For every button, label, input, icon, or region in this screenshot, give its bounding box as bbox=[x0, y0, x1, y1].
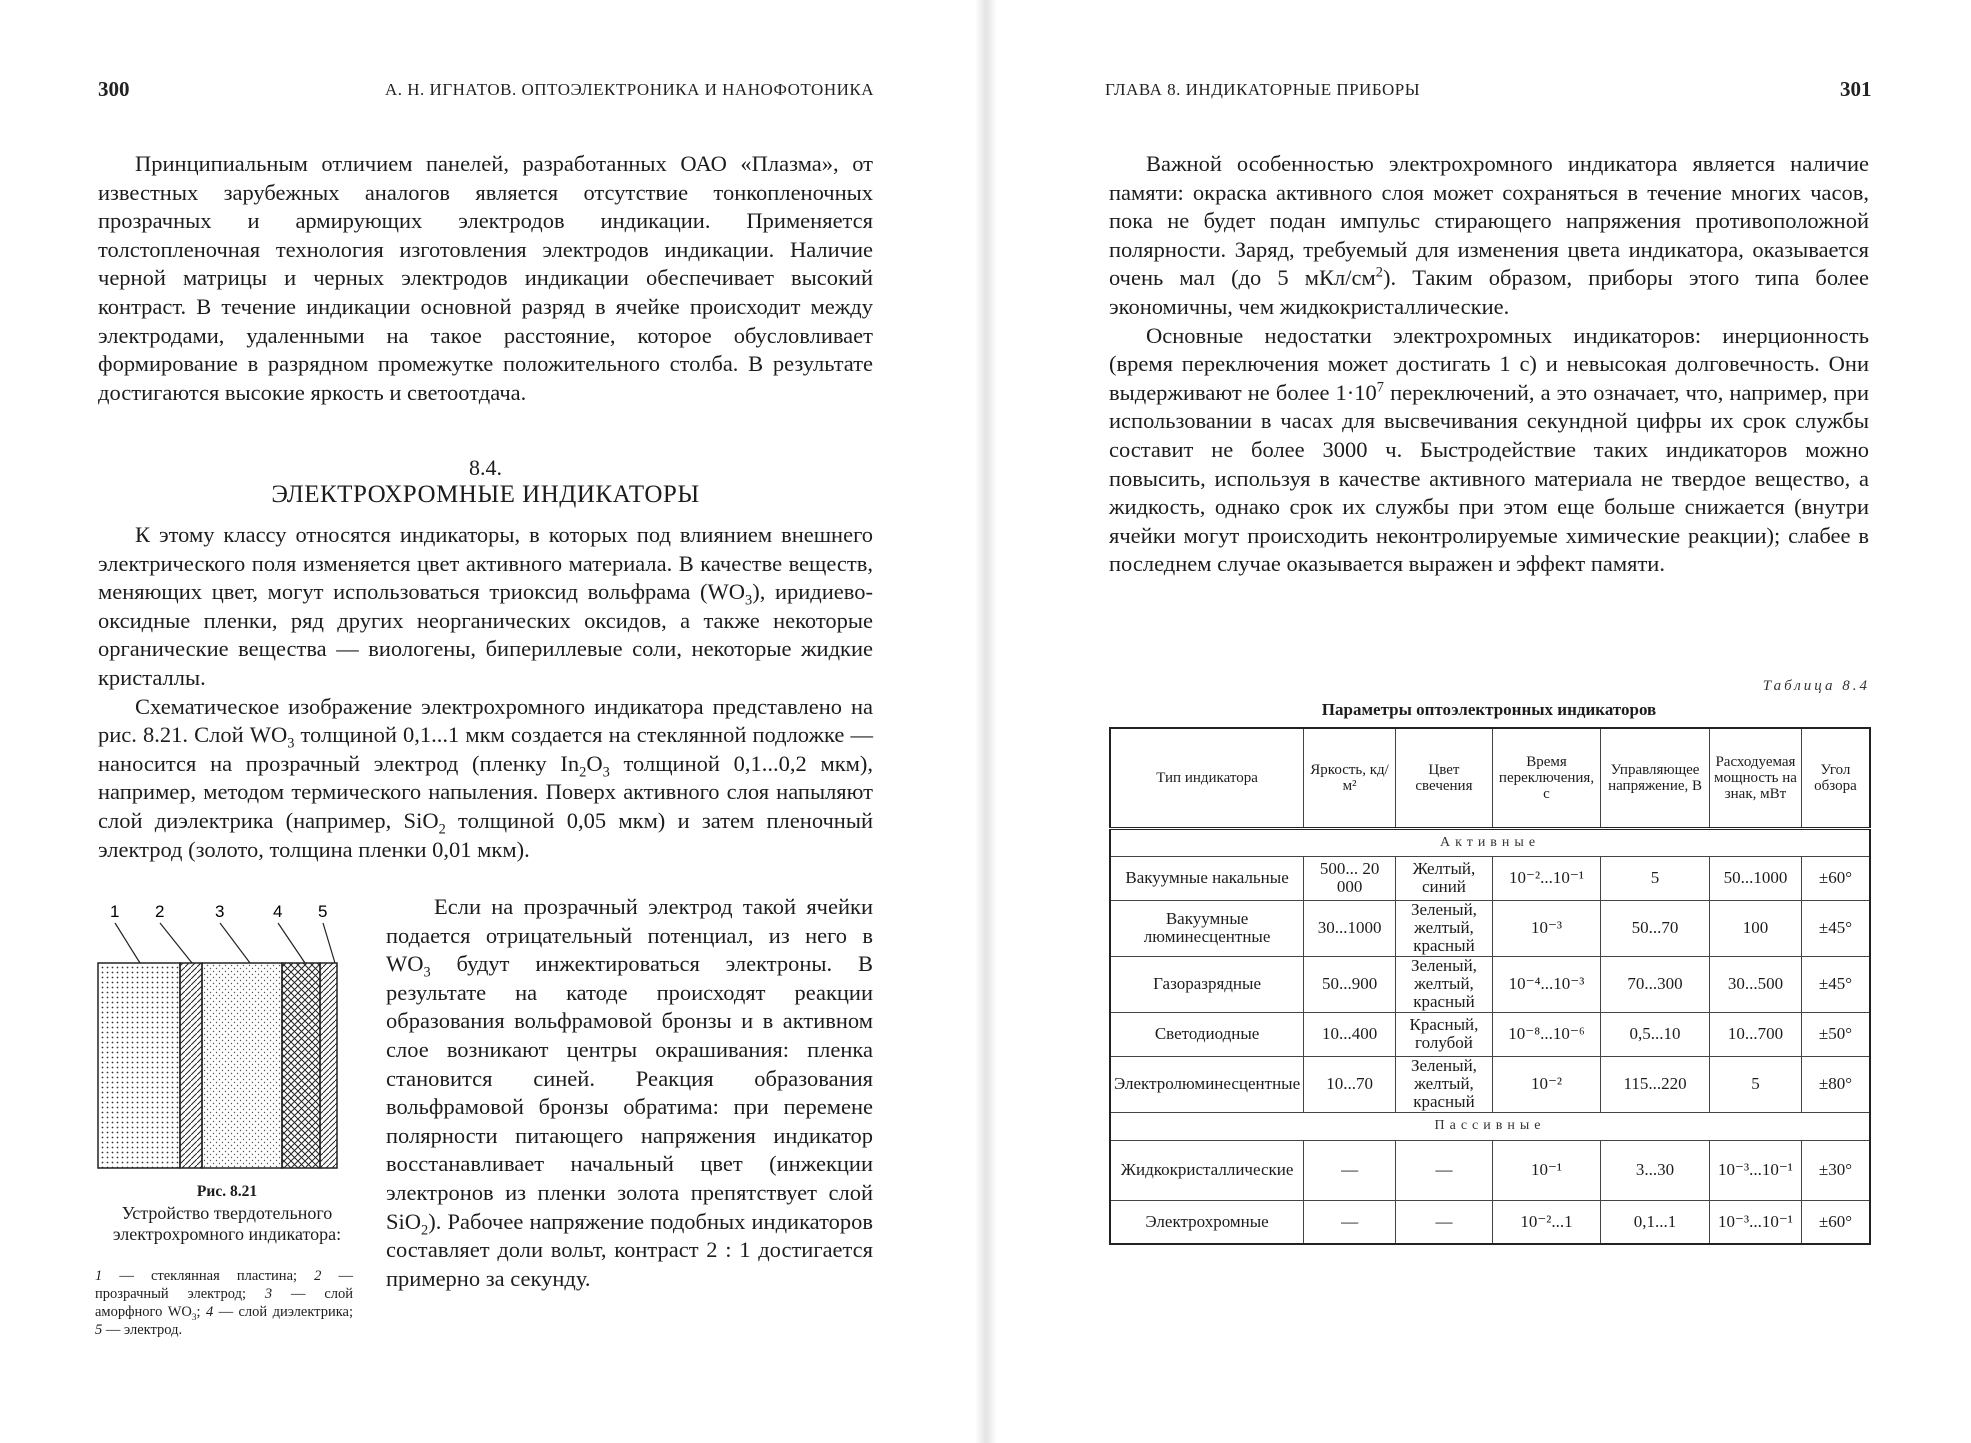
th-color: Цвет свечения bbox=[1396, 728, 1493, 828]
fig-label-3: 3 bbox=[215, 902, 225, 921]
table-cell: ±60° bbox=[1801, 1200, 1870, 1244]
passive-rows bbox=[1110, 1140, 1870, 1244]
group-passive: Пассивные bbox=[1110, 1112, 1870, 1140]
th-type: Тип индикатора bbox=[1110, 728, 1304, 828]
p4-c: ). Рабочее напряжение подобных индикаторов составляет доли вольт, контраст 2 : 1 достигается примерно за секунду. bbox=[386, 1208, 873, 1291]
left-running-head: А. Н. ИГНАТОВ. ОПТОЭЛЕКТРОНИКА И НАНОФОТОНИКА bbox=[385, 80, 874, 99]
figure-8-21 bbox=[95, 895, 365, 1175]
r1-sup: 2 bbox=[1375, 264, 1383, 281]
table-cell: 10⁻⁸...10⁻⁶ bbox=[1492, 1012, 1600, 1056]
section-number: 8.4. bbox=[469, 455, 502, 480]
left-para-1 bbox=[98, 150, 873, 407]
table-cell: Газоразрядные bbox=[1110, 956, 1304, 1012]
group-active: Активные bbox=[1110, 828, 1870, 856]
legend-t2: — прозрачный электрод; bbox=[95, 1268, 353, 1302]
table-cell: Зеленый, желтый, красный bbox=[1396, 956, 1493, 1012]
table-row bbox=[1110, 956, 1870, 1012]
table-cell: 50...1000 bbox=[1709, 856, 1801, 900]
table-cell: ±45° bbox=[1801, 956, 1870, 1012]
table-cell: 100 bbox=[1709, 900, 1801, 956]
fig-label-5: 5 bbox=[318, 902, 328, 921]
table-row bbox=[1110, 1200, 1870, 1244]
leader-line-5 bbox=[323, 923, 335, 963]
table-cell: 70...300 bbox=[1601, 956, 1710, 1012]
p4-a: Если на прозрачный электрод такой ячейки подается отрицательный потенциал, из него в WO bbox=[386, 894, 873, 977]
r1-b: ). Таким образом, приборы этого типа более экономичны, чем жидкокристаллические. bbox=[1109, 265, 1869, 319]
table-row bbox=[1110, 1012, 1870, 1056]
figure-caption-text: Устройство твердотельного электрохромного индикатора: bbox=[112, 1203, 342, 1244]
p3-sub3: 3 bbox=[602, 764, 610, 781]
p4-b: будут инжектироваться электроны. В результате на катоде происходят реакции образования вольфрамовой бронзы и в активном слое возникают центры окрашивания: пленка становится синей. Реакция образования вольфрамовой бронзы обратима: при перемене полярности питающего напряжения индикатор восстанавливает начальный цвет (инжекции электронов из пленки золота препятствует слой SiO bbox=[386, 951, 873, 1234]
legend-sub: 3 bbox=[191, 1312, 197, 1323]
table-cell: 10⁻² bbox=[1492, 1056, 1600, 1112]
legend-t5: — электрод. bbox=[102, 1322, 183, 1338]
table-cell: 10...400 bbox=[1304, 1012, 1396, 1056]
table-cell: — bbox=[1396, 1200, 1493, 1244]
left-para-2 bbox=[98, 521, 873, 864]
th-switch-time: Время переключения, с bbox=[1492, 728, 1600, 828]
layer-wo3 bbox=[202, 963, 282, 1168]
table-cell: 50...900 bbox=[1304, 956, 1396, 1012]
p3-e: толщиной 0,05 мкм) и затем пленочный электрод (золото, толщина пленки 0,01 мкм). bbox=[98, 807, 873, 862]
fig-label-1: 1 bbox=[110, 902, 120, 921]
table-cell: 10⁻³...10⁻¹ bbox=[1709, 1200, 1801, 1244]
th-power: Расходуемая мощность на знак, мВт bbox=[1709, 728, 1801, 828]
leader-line-1 bbox=[115, 923, 140, 963]
table-cell: 30...1000 bbox=[1304, 900, 1396, 956]
legend-n2: 2 bbox=[314, 1268, 322, 1284]
table-cell: 10⁻¹ bbox=[1492, 1140, 1600, 1200]
table-cell: 10...700 bbox=[1709, 1012, 1801, 1056]
table-cell: ±60° bbox=[1801, 856, 1870, 900]
legend-t1: — стеклянная пластина; bbox=[102, 1268, 315, 1284]
table-cell: ±50° bbox=[1801, 1012, 1870, 1056]
left-page-number: 300 bbox=[98, 77, 130, 101]
table-row bbox=[1110, 900, 1870, 956]
p3-sub4: 2 bbox=[438, 821, 446, 838]
legend-n5: 5 bbox=[95, 1322, 103, 1338]
layer-glass-plate bbox=[98, 963, 180, 1168]
th-voltage: Управляющее напряжение, В bbox=[1601, 728, 1710, 828]
active-rows bbox=[1110, 856, 1870, 1112]
r2-b: переключений, а это означает, что, например, при использовании в часах для высвечивания секундной цифры их срок службы составит не более 3000 ч. Быстродействие таких индикаторов можно повысить, используя в качестве активного материала не твердое вещество, а жидкость, однако срок их службы при этом еще больше снижается (внутри ячейки могут происходить неконтролируемые химические реакции); слабее в последнем случае оказывается выражен и эффект памяти. bbox=[1109, 379, 1869, 577]
table-cell: Желтый, синий bbox=[1396, 856, 1493, 900]
r1-a: Важной особенностью электрохромного индикатора является наличие памяти: окраска активного слоя может сохраняться в течение многих часов, пока не будет подан импульс стирающего напряжения противоположной полярности. Заряд, требуемый для изменения цвета индикатора, оказывается очень мал (до 5 мКл/см bbox=[1109, 151, 1869, 291]
figure-legend bbox=[95, 1267, 353, 1339]
table-cell: Вакуумные люминесцентные bbox=[1110, 900, 1304, 956]
p3-b: толщиной 0,1...1 мкм создается на стеклянной подложке — наносится на прозрачный электрод (пленку In bbox=[98, 722, 873, 776]
table-cell: 30...500 bbox=[1709, 956, 1801, 1012]
table-title: Параметры оптоэлектронных индикаторов bbox=[1321, 700, 1657, 719]
leader-line-3 bbox=[220, 923, 250, 963]
table-row bbox=[1110, 1056, 1870, 1112]
table-cell: 10⁻²...1 bbox=[1492, 1200, 1600, 1244]
legend-n3: 3 bbox=[264, 1286, 273, 1302]
table-cell: 5 bbox=[1709, 1056, 1801, 1112]
r2-sup: 7 bbox=[1376, 379, 1384, 396]
legend-n4: 4 bbox=[205, 1304, 214, 1320]
p3-c: O bbox=[586, 750, 603, 776]
table-cell: Зеленый, желтый, красный bbox=[1396, 1056, 1493, 1112]
p2-sub: 3 bbox=[745, 592, 753, 609]
left-para-1-text: Принципиальным отличием панелей, разработанных ОАО «Плазма», от известных зарубежных аналогов является отсутствие тонкопленочных прозрачных и армирующих электродов индикации. Применяется толстопленочная технология изготовления электродов индикации. Наличие черной матрицы и черных электродов индикации обеспечивает высокий контраст. В течение индикации основной разряд в ячейке происходит между электродами, удаленными на такое расстояние, которое обусловливает формирование в разрядном промежутке положительного столба. В результате достигаются высокие яркость и светоотдача. bbox=[98, 151, 873, 405]
table-cell: ±30° bbox=[1801, 1140, 1870, 1200]
table-cell: — bbox=[1304, 1200, 1396, 1244]
table-cell: Светодиодные bbox=[1110, 1012, 1304, 1056]
p4-sub2: 2 bbox=[421, 1222, 429, 1239]
leader-line-2 bbox=[160, 923, 192, 963]
group-row-passive bbox=[1110, 1112, 1870, 1140]
table-cell: Вакуумные накальные bbox=[1110, 856, 1304, 900]
layer-electrode bbox=[320, 963, 337, 1168]
fig-label-2: 2 bbox=[155, 902, 165, 921]
table-cell: 10⁻⁴...10⁻³ bbox=[1492, 956, 1600, 1012]
table-cell: 10⁻³...10⁻¹ bbox=[1709, 1140, 1801, 1200]
table-cell: 10...70 bbox=[1304, 1056, 1396, 1112]
table-cell: Зеленый, желтый, красный bbox=[1396, 900, 1493, 956]
left-para-4 bbox=[386, 893, 873, 1293]
right-paras bbox=[1109, 150, 1869, 579]
table-cell: Электролюминесцентные bbox=[1110, 1056, 1304, 1112]
legend-t3b: ; bbox=[196, 1304, 206, 1320]
layer-transparent-electrode bbox=[180, 963, 202, 1168]
table-cell: 500... 20 000 bbox=[1304, 856, 1396, 900]
table-cell: ±45° bbox=[1801, 900, 1870, 956]
right-page bbox=[985, 0, 1971, 1443]
p2-b: ), иридиево-оксидные пленки, ряд других неорганических оксидов, а также некоторые органические вещества — виологены, бипериллевые соли, некоторые жидкие кристаллы. bbox=[98, 579, 873, 690]
fig-label-4: 4 bbox=[273, 902, 283, 921]
table-label: Таблица 8.4 bbox=[1762, 678, 1870, 694]
table-cell: 50...70 bbox=[1601, 900, 1710, 956]
table-cell: — bbox=[1396, 1140, 1493, 1200]
indicator-parameters-table bbox=[1109, 727, 1871, 1245]
table-cell: Жидкокристаллические bbox=[1110, 1140, 1304, 1200]
table-cell: Красный, голубой bbox=[1396, 1012, 1493, 1056]
figure-caption-title: Рис. 8.21 bbox=[196, 1183, 258, 1200]
table-cell: 0,1...1 bbox=[1601, 1200, 1710, 1244]
legend-t3: — слой аморфного WO bbox=[95, 1286, 354, 1320]
table-cell: 115...220 bbox=[1601, 1056, 1710, 1112]
p3-sub2: 2 bbox=[579, 764, 587, 781]
p4-sub1: 3 bbox=[423, 964, 431, 981]
r2-a: Основные недостатки электрохромных индикаторов: инерционность (время переключения может достигать 1 с) и невысокая долговечность. Они выдерживают не более 1·10 bbox=[1109, 322, 1869, 405]
table-row bbox=[1110, 1140, 1870, 1200]
table-cell: — bbox=[1304, 1140, 1396, 1200]
right-running-head: ГЛАВА 8. ИНДИКАТОРНЫЕ ПРИБОРЫ bbox=[1105, 80, 1421, 99]
table-cell: ±80° bbox=[1801, 1056, 1870, 1112]
table-cell: 0,5...10 bbox=[1601, 1012, 1710, 1056]
table-cell: 10⁻²...10⁻¹ bbox=[1492, 856, 1600, 900]
leader-line-4 bbox=[278, 923, 305, 963]
th-angle: Угол обзора bbox=[1801, 728, 1870, 828]
p3-d: толщиной 0,1...0,2 мкм), например, методом термического напыления. Поверх активного слоя напыляют слой диэлектрика (например, SiO bbox=[98, 750, 873, 833]
p2-a: К этому классу относятся индикаторы, в которых под влиянием внешнего электрического поля изменяется цвет активного материала. В качестве веществ, меняющих цвет, могут использоваться триоксид вольфрама (WO bbox=[98, 522, 873, 605]
p3-sub1: 3 bbox=[287, 735, 295, 752]
legend-n1: 1 bbox=[95, 1268, 103, 1284]
table-row bbox=[1110, 856, 1870, 900]
legend-t4: — слой диэлектрика; bbox=[213, 1304, 353, 1320]
table-cell: 10⁻³ bbox=[1492, 900, 1600, 956]
table-cell: 3...30 bbox=[1601, 1140, 1710, 1200]
group-row-active bbox=[1110, 828, 1870, 856]
p3-a: Схематическое изображение электрохромного индикатора представлено на рис. 8.21. Слой WO bbox=[98, 693, 873, 748]
section-title: ЭЛЕКТРОХРОМНЫЕ ИНДИКАТОРЫ bbox=[271, 481, 700, 508]
right-page-number: 301 bbox=[1840, 77, 1872, 101]
table-header-row bbox=[1110, 728, 1870, 828]
left-page bbox=[0, 0, 985, 1443]
th-brightness: Яркость, кд/м² bbox=[1304, 728, 1396, 828]
layer-dielectric bbox=[282, 963, 320, 1168]
table-cell: 5 bbox=[1601, 856, 1710, 900]
table-cell: Электрохромные bbox=[1110, 1200, 1304, 1244]
